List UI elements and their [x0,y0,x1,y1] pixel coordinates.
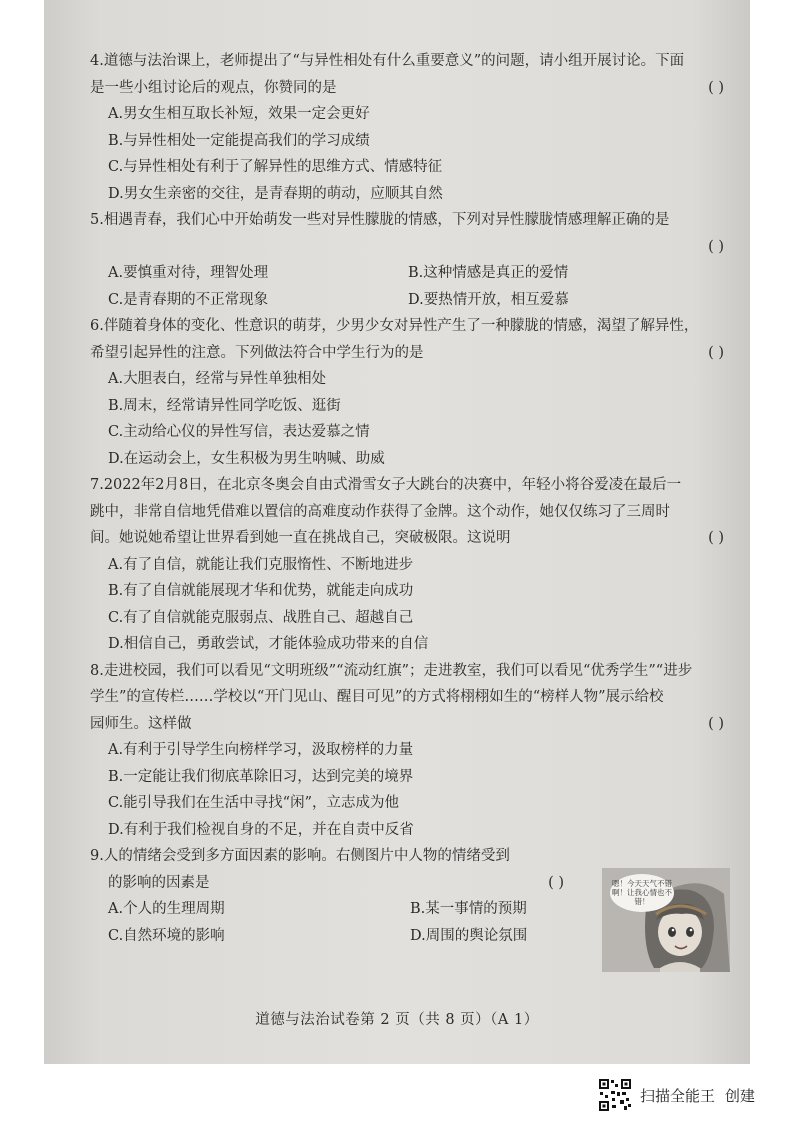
q6-stem-text: 希望引起异性的注意。下列做法符合中学生行为的是 [90,344,424,361]
q5-option-c: C.是青春期的不正常现象 [108,291,269,308]
q5-paren-line [90,234,730,261]
q5-stem-line1: 5.相遇青春，我们心中开始萌发一些对异性朦胧的情感，下列对异性朦胧情感理解正确的是 [90,212,670,228]
q4-option-c: C.与异性相处有利于了解异性的思维方式、情感特征 [108,159,443,175]
q5-option-d: D.要热情开放，相互爱慕 [408,291,569,308]
q7-option-b: B.有了自信就能展现才华和优势，就能走向成功 [108,583,414,599]
q4-stem-text: 是一些小组讨论后的观点，你赞同的是 [90,79,337,96]
q8-option-c: C.能引导我们在生活中寻找“闲”，立志成为他 [108,795,400,811]
q7-answer-paren: ( ) [708,530,724,546]
scanner-watermark [598,1078,755,1112]
q5-option-a: A.要慎重对待，理智处理 [108,265,269,281]
speech-bubble: 嗯！今天天气不错啊！让我心情也不错！ [610,874,674,912]
exam-content [90,48,730,949]
q8-stem-line3 [90,711,730,738]
q4-stem-line2 [90,75,730,102]
q4-stem-line1: 4.道德与法治课上，老师提出了“与异性相处有什么重要意义”的问题，请小组开展讨论。下面 [90,53,685,69]
q8-option-b: B.一定能让我们彻底革除旧习，达到完美的境界 [108,768,414,785]
q6-answer-paren: ( ) [708,344,724,361]
q7-option-c: C.有了自信就能克服弱点、战胜自己、超越自己 [108,609,414,626]
q5-option-b: B.这种情感是真正的爱情 [408,265,569,281]
q7-stem-line1: 7.2022年2月8日，在北京冬奥会自由式滑雪女子大跳台的决赛中，年轻小将谷爱凌在最后一 [90,477,682,493]
q9-stem-line1: 9.人的情绪会受到多方面因素的影响。右侧图片中人物的情绪受到 [90,848,510,864]
q6-stem-line1: 6.伴随着身体的变化、性意识的萌芽，少男少女对异性产生了一种朦胧的情感，渴望了解异性， [90,318,699,334]
q9-stem-line2 [90,870,570,897]
q8-stem-line2: 学生”的宣传栏……学校以“开门见山、醒目可见”的方式将栩栩如生的“榜样人物”展示给校 [90,689,664,705]
q8-option-a: A.有利于引导学生向榜样学习，汲取榜样的力量 [108,742,414,758]
q8-answer-paren: ( ) [708,715,724,732]
page-footer: 道德与法治试卷第 2 页（共 8 页）（A 1） [255,1012,539,1028]
q8-stem-line1: 8.走进校园，我们可以看见“文明班级”“流动红旗”；走进教室，我们可以看见“优秀学生”“进步 [90,662,693,679]
q9-option-d: D.周围的舆论氛围 [410,927,528,944]
watermark-action: 创建 [725,1086,756,1105]
q9-answer-paren: ( ) [548,874,564,891]
q7-option-a: A.有了自信，就能让我们克服惰性、不断地进步 [108,556,414,573]
q4-option-b: B.与异性相处一定能提高我们的学习成绩 [108,132,370,149]
q5-options-row2 [90,287,730,314]
q9-cartoon-image [602,868,730,972]
q7-stem-text: 间。她说她希望让世界看到她一直在挑战自己，突破极限。这说明 [90,530,511,546]
q5-answer-paren: ( ) [708,238,724,255]
q9-option-b: B.某一事情的预期 [410,901,527,917]
q7-stem-line3 [90,525,730,552]
q6-stem-line2 [90,340,730,367]
q8-stem-text: 园师生。这样做 [90,715,192,732]
watermark-app-name: 扫描全能王 [640,1086,716,1105]
q9-option-c: C.自然环境的影响 [108,927,225,944]
q6-option-b: B.周末，经常请异性同学吃饭、逛街 [108,397,341,414]
q4-option-a: A.男女生相互取长补短，效果一定会更好 [108,106,370,122]
q4-answer-paren: ( ) [708,79,724,96]
q7-stem-line2: 跳中，非常自信地凭借难以置信的高难度动作获得了金牌。这个动作，她仅仅练习了三周时 [90,503,670,520]
q7-option-d: D.相信自己，勇敢尝试，才能体验成功带来的自信 [108,636,429,652]
qr-code-icon [598,1078,632,1112]
q6-option-c: C.主动给心仪的异性写信，表达爱慕之情 [108,424,370,440]
q8-option-d: D.有利于我们检视自身的不足，并在自责中反省 [108,821,414,838]
q9-stem-text: 的影响的因素是 [108,874,210,891]
q6-option-a: A.大胆表白，经常与异性单独相处 [108,371,327,387]
q4-option-d: D.男女生亲密的交往，是青春期的萌动，应顺其自然 [108,185,443,202]
q5-options-row1 [90,260,730,287]
q6-option-d: D.在运动会上，女生积极为男生呐喊、助威 [108,450,385,467]
q9-option-a: A.个人的生理周期 [108,901,225,917]
